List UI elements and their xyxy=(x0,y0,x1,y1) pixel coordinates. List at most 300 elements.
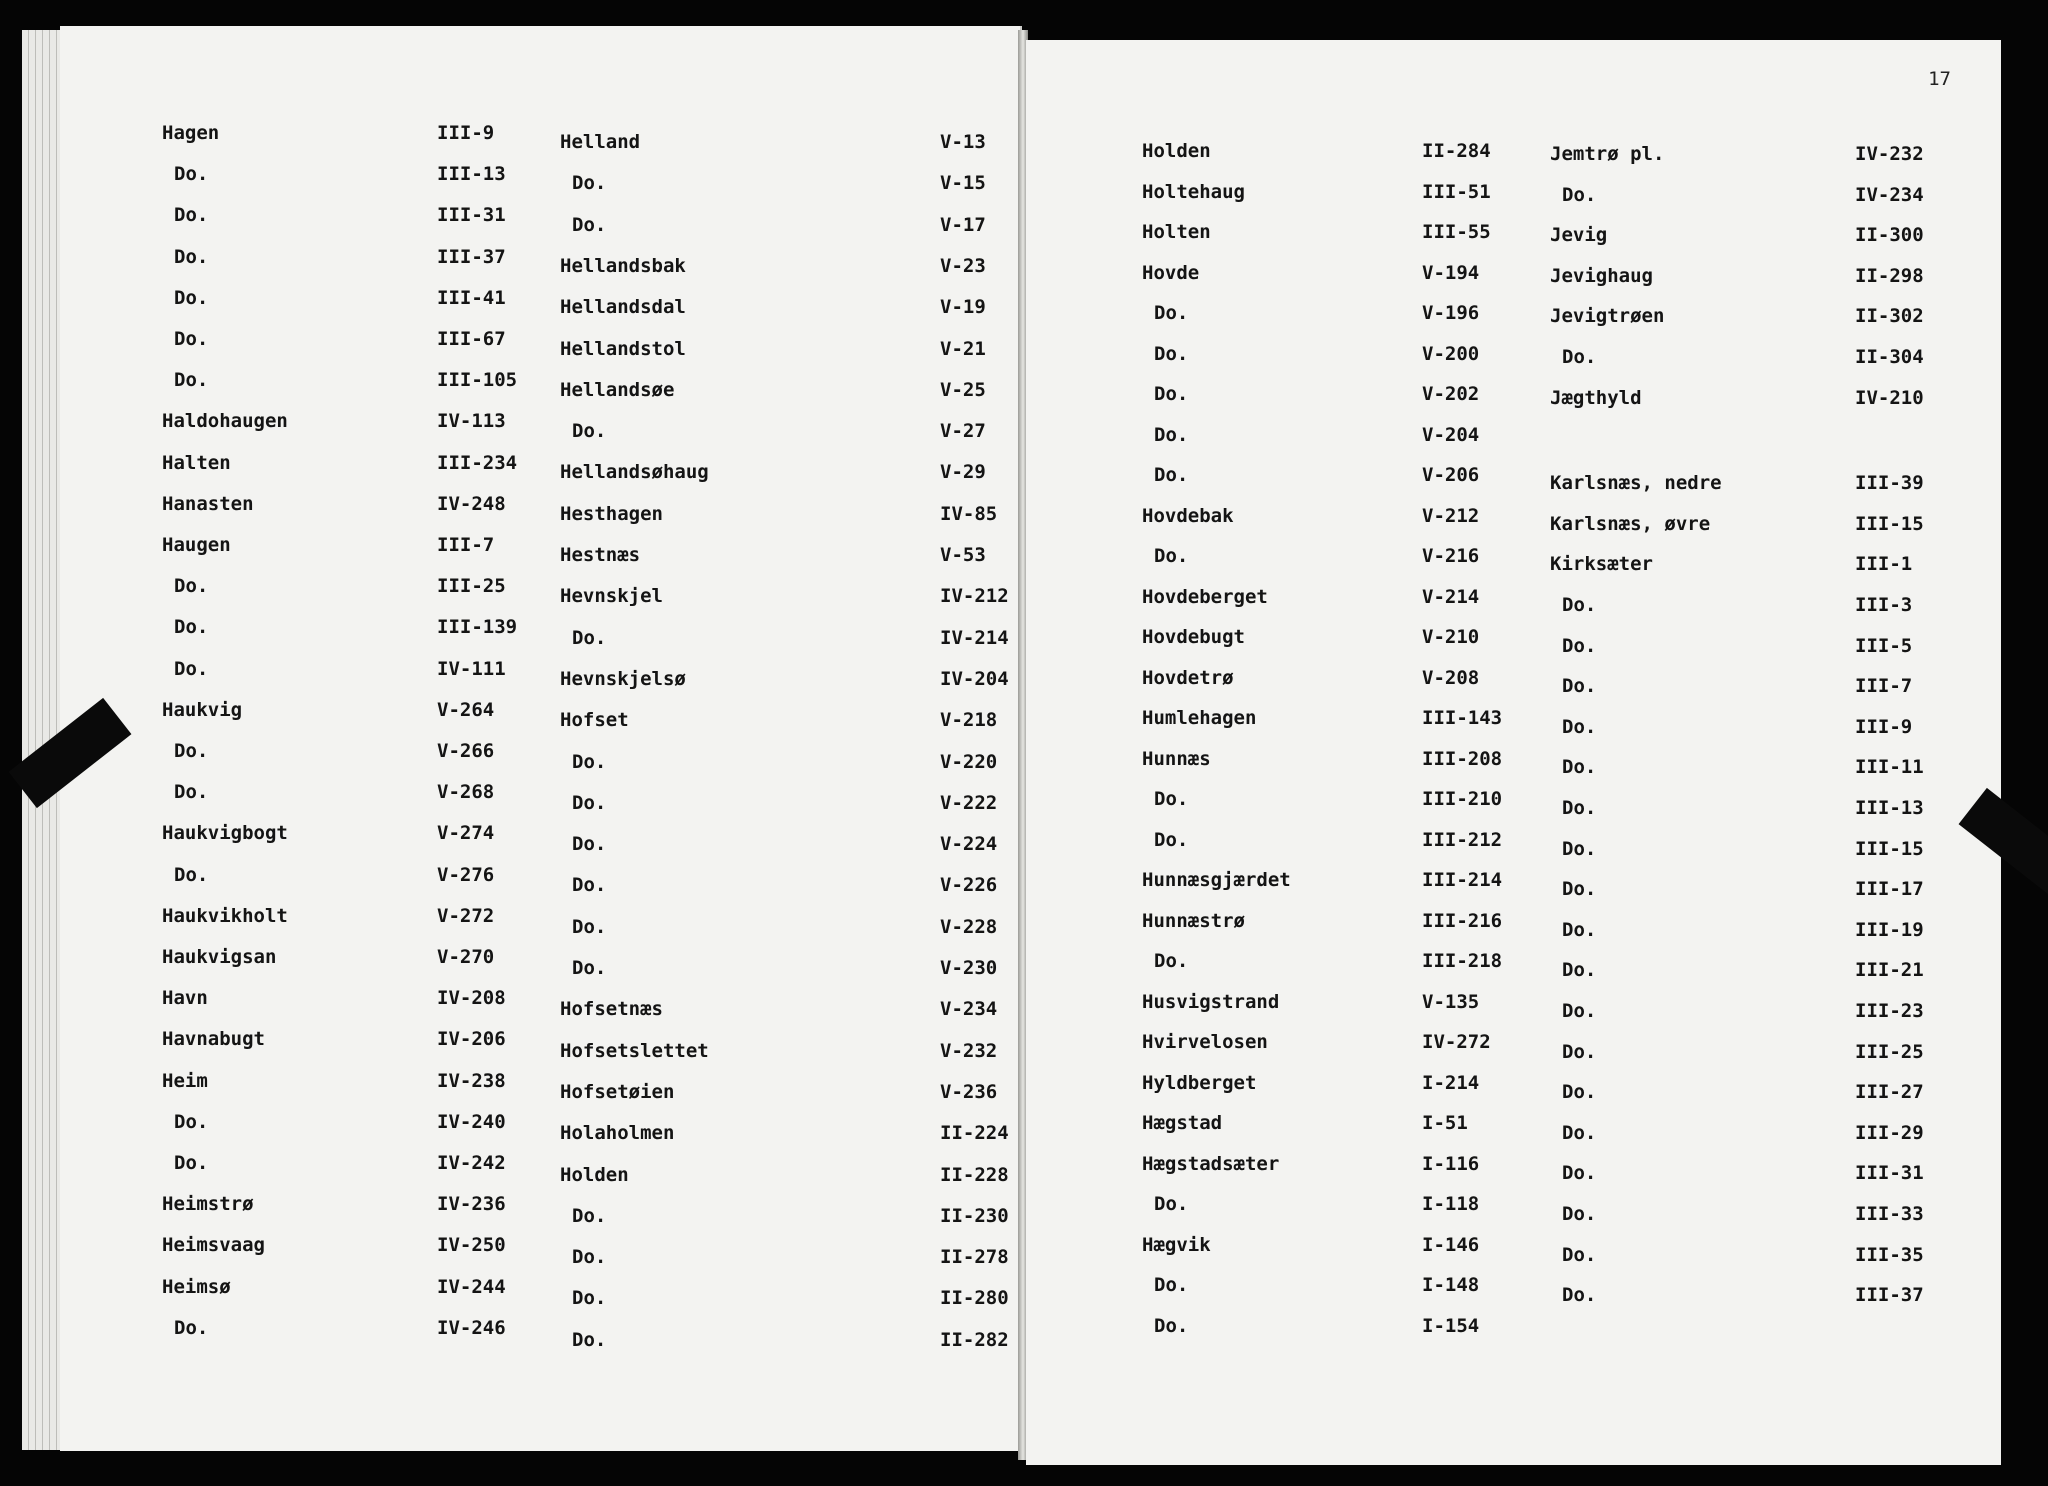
index-entry xyxy=(560,709,1000,739)
place-name: Holden xyxy=(560,1163,629,1186)
index-entry xyxy=(560,585,1009,615)
place-name: Do. xyxy=(174,616,209,639)
place-name: Do. xyxy=(174,575,209,598)
reference-number: III-39 xyxy=(1855,472,1924,495)
reference-number: IV-210 xyxy=(1855,386,1924,409)
reference-number: III-3 xyxy=(1855,594,1913,616)
place-name: Do. xyxy=(174,657,209,680)
index-entry xyxy=(162,946,562,976)
reference-number: V-270 xyxy=(437,946,495,968)
index-entry xyxy=(560,461,1000,491)
place-name: Do. xyxy=(1562,1243,1597,1266)
index-entry xyxy=(1142,262,1542,292)
index-entry xyxy=(560,1122,1009,1152)
place-name: Helland xyxy=(560,131,641,153)
place-name: Do. xyxy=(572,915,607,938)
place-name: Husvigstrand xyxy=(1142,990,1280,1013)
index-entry xyxy=(560,420,1000,450)
index-entry xyxy=(1142,221,1542,251)
reference-number: IV-240 xyxy=(437,1110,506,1133)
place-name: Karlsnæs, nedre xyxy=(1550,472,1722,495)
place-name: Halten xyxy=(162,451,231,474)
place-name: Do. xyxy=(1154,302,1189,324)
place-name: Do. xyxy=(174,1152,209,1174)
index-entry xyxy=(162,575,562,605)
reference-number: V-266 xyxy=(437,740,495,762)
index-entry xyxy=(560,998,1000,1028)
reference-number: II-302 xyxy=(1855,305,1924,328)
reference-number: I-118 xyxy=(1422,1193,1480,1215)
reference-number: III-23 xyxy=(1855,1000,1924,1022)
index-entry xyxy=(162,1152,562,1182)
index-entry xyxy=(1550,1000,1960,1030)
reference-number: V-216 xyxy=(1422,545,1480,567)
reference-number: V-228 xyxy=(940,915,998,938)
reference-number: III-105 xyxy=(437,369,518,392)
reference-number: IV-236 xyxy=(437,1193,506,1216)
reference-number: V-274 xyxy=(437,822,495,845)
index-entry xyxy=(1142,869,1542,899)
page-number: 17 xyxy=(1928,68,1951,90)
index-entry xyxy=(560,1081,1000,1111)
index-entry xyxy=(162,1111,562,1141)
place-name: Hunnæstrø xyxy=(1142,909,1245,932)
reference-number: III-55 xyxy=(1422,221,1491,243)
index-entry xyxy=(560,544,1000,574)
place-name: Do. xyxy=(1562,1203,1597,1225)
reference-number: I-116 xyxy=(1422,1152,1480,1175)
index-entry xyxy=(1550,675,1960,705)
index-entry xyxy=(162,781,562,811)
index-entry xyxy=(162,1234,562,1264)
place-name: Do. xyxy=(1562,837,1597,860)
place-name: Hestnæs xyxy=(560,544,641,566)
reference-number: V-19 xyxy=(940,296,986,319)
index-entry xyxy=(1550,305,1960,335)
index-entry xyxy=(162,493,562,523)
index-entry xyxy=(560,255,1000,285)
place-name: Do. xyxy=(1154,1193,1189,1215)
index-entry xyxy=(162,246,562,276)
reference-number: IV-212 xyxy=(940,585,1009,608)
index-entry xyxy=(1142,910,1542,940)
place-name: Hyldberget xyxy=(1142,1071,1257,1094)
index-entry xyxy=(1142,505,1542,535)
index-entry xyxy=(162,452,562,482)
place-name: Hellandsbak xyxy=(560,254,686,277)
reference-number: III-139 xyxy=(437,616,518,639)
index-entry xyxy=(1550,472,1960,502)
place-name: Jevigtrøen xyxy=(1550,305,1665,328)
index-entry xyxy=(560,874,1000,904)
index-entry xyxy=(560,1287,1009,1317)
reference-number: IV-248 xyxy=(437,492,506,515)
reference-number: III-51 xyxy=(1422,180,1491,203)
place-name: Jemtrø pl. xyxy=(1550,143,1665,165)
place-name: Hellandstol xyxy=(560,337,686,360)
reference-number: V-272 xyxy=(437,904,495,927)
index-entry xyxy=(1142,464,1542,494)
reference-number: V-222 xyxy=(940,791,998,814)
reference-number: V-194 xyxy=(1422,261,1480,284)
index-entry xyxy=(1142,1315,1542,1345)
place-name: Hunnæs xyxy=(1142,747,1211,770)
place-name: Do. xyxy=(174,286,209,309)
index-entry xyxy=(560,296,1000,326)
reference-number: III-19 xyxy=(1855,918,1924,941)
place-name: Heimstrø xyxy=(162,1193,254,1216)
index-entry xyxy=(1142,140,1542,170)
place-name: Do. xyxy=(1562,594,1597,616)
reference-number: IV-246 xyxy=(437,1316,506,1339)
reference-number: III-7 xyxy=(1855,675,1913,698)
index-entry xyxy=(560,626,1009,657)
reference-number: IV-244 xyxy=(437,1275,506,1298)
index-entry xyxy=(560,503,1000,533)
reference-number: III-208 xyxy=(1422,747,1503,770)
place-name: Do. xyxy=(174,740,209,762)
index-entry xyxy=(1550,513,1960,543)
index-entry xyxy=(1142,1112,1542,1142)
place-name: Hvirvelosen xyxy=(1142,1031,1268,1053)
reference-number: V-15 xyxy=(940,172,986,195)
reference-number: IV-85 xyxy=(940,502,998,525)
index-entry xyxy=(1550,635,1960,665)
reference-number: IV-232 xyxy=(1855,143,1924,165)
reference-number: V-23 xyxy=(940,254,986,277)
reference-number: III-11 xyxy=(1855,756,1924,779)
reference-number: V-268 xyxy=(437,781,495,804)
place-name: Do. xyxy=(174,204,209,227)
index-entry xyxy=(1550,878,1960,908)
place-name: Do. xyxy=(1562,715,1597,738)
reference-number: II-304 xyxy=(1855,346,1924,368)
place-name: Do. xyxy=(1562,1000,1597,1022)
reference-number: III-15 xyxy=(1855,837,1924,860)
index-entry xyxy=(162,1070,562,1100)
reference-number: III-214 xyxy=(1422,869,1503,891)
reference-number: III-33 xyxy=(1855,1203,1924,1225)
reference-number: III-13 xyxy=(437,163,506,186)
index-entry xyxy=(162,905,562,935)
index-entry xyxy=(1142,748,1542,778)
reference-number: III-234 xyxy=(437,451,518,474)
reference-number: II-284 xyxy=(1422,140,1491,162)
index-entry xyxy=(1550,1203,1960,1233)
index-entry xyxy=(560,172,1000,202)
place-name: Jægthyld xyxy=(1550,386,1642,409)
place-name: Jevighaug xyxy=(1550,264,1653,287)
place-name: Heim xyxy=(162,1069,208,1092)
reference-number: V-230 xyxy=(940,957,998,979)
reference-number: V-53 xyxy=(940,544,986,566)
place-name: Do. xyxy=(1562,918,1597,941)
index-entry xyxy=(1550,1122,1960,1152)
place-name: Do. xyxy=(1154,545,1189,567)
index-entry xyxy=(1550,1244,1960,1274)
index-entry xyxy=(1550,265,1960,295)
place-name: Hesthagen xyxy=(560,502,663,525)
place-name: Hagen xyxy=(162,122,220,144)
place-name: Do. xyxy=(1154,464,1189,486)
place-name: Hovde xyxy=(1142,261,1200,284)
index-entry xyxy=(1142,1072,1542,1102)
index-entry xyxy=(1142,950,1542,980)
reference-number: III-41 xyxy=(437,286,506,309)
index-entry xyxy=(162,822,562,852)
reference-number: II-280 xyxy=(940,1287,1009,1310)
index-entry xyxy=(162,864,562,894)
place-name: Hægstadsæter xyxy=(1142,1152,1280,1175)
reference-number: V-29 xyxy=(940,461,986,484)
index-entry xyxy=(162,699,562,729)
reference-number: V-13 xyxy=(940,131,986,153)
index-entry xyxy=(1142,1193,1542,1223)
index-entry xyxy=(1142,302,1542,332)
reference-number: III-17 xyxy=(1855,878,1924,901)
index-entry xyxy=(1142,586,1542,616)
place-name: Holtehaug xyxy=(1142,180,1245,203)
index-entry xyxy=(1550,1162,1960,1192)
reference-number: II-278 xyxy=(940,1246,1009,1269)
reference-number: IV-242 xyxy=(437,1152,506,1174)
reference-number: III-35 xyxy=(1855,1243,1924,1266)
index-entry xyxy=(162,122,562,152)
index-entry xyxy=(1550,1081,1960,1111)
reference-number: V-200 xyxy=(1422,342,1480,365)
index-entry xyxy=(1142,383,1542,413)
index-entry xyxy=(560,379,1000,409)
place-name: Do. xyxy=(572,420,607,443)
place-name: Do. xyxy=(1562,1081,1597,1104)
reference-number: V-21 xyxy=(940,337,986,360)
reference-number: V-135 xyxy=(1422,990,1480,1013)
index-entry xyxy=(162,1317,562,1347)
place-name: Do. xyxy=(1562,756,1597,779)
place-name: Do. xyxy=(1154,1314,1189,1337)
index-entry xyxy=(1142,667,1542,697)
left-page xyxy=(60,26,1022,1451)
reference-number: IV-234 xyxy=(1855,183,1924,206)
place-name: Hovdebak xyxy=(1142,504,1234,527)
reference-number: V-204 xyxy=(1422,423,1480,446)
reference-number: IV-238 xyxy=(437,1069,506,1092)
reference-number: III-7 xyxy=(437,534,495,556)
place-name: Holaholmen xyxy=(560,1122,675,1145)
index-entry xyxy=(1550,224,1960,254)
index-entry xyxy=(1550,553,1960,583)
reference-number: V-27 xyxy=(940,420,986,443)
place-name: Do. xyxy=(572,791,607,814)
index-entry xyxy=(560,214,1000,244)
place-name: Do. xyxy=(1562,1284,1597,1307)
reference-number: III-25 xyxy=(437,575,506,598)
place-name: Do. xyxy=(1154,828,1189,851)
place-name: Do. xyxy=(174,781,209,804)
reference-number: V-218 xyxy=(940,709,998,732)
index-entry xyxy=(1142,626,1542,656)
place-name: Hovdetrø xyxy=(1142,666,1234,689)
place-name: Do. xyxy=(1562,183,1597,206)
index-entry xyxy=(1142,1234,1542,1264)
reference-number: V-208 xyxy=(1422,666,1480,689)
place-name: Do. xyxy=(572,1204,607,1227)
index-entry xyxy=(162,987,562,1017)
index-entry xyxy=(560,751,1000,781)
index-entry xyxy=(560,1246,1009,1276)
reference-number: III-9 xyxy=(1855,715,1913,738)
place-name: Heimsvaag xyxy=(162,1234,265,1257)
place-name: Kirksæter xyxy=(1550,553,1653,576)
reference-number: III-5 xyxy=(1855,634,1913,657)
index-entry xyxy=(1550,1284,1960,1314)
place-name: Do. xyxy=(174,369,209,392)
place-name: Hofsetslettet xyxy=(560,1039,709,1062)
place-name: Do. xyxy=(572,626,607,649)
index-entry xyxy=(1550,797,1960,827)
place-name: Heimsø xyxy=(162,1275,231,1298)
index-entry xyxy=(1550,143,1960,173)
place-name: Jevig xyxy=(1550,224,1608,247)
reference-number: III-15 xyxy=(1855,512,1924,535)
reference-number: III-67 xyxy=(437,328,506,350)
index-entry xyxy=(1142,707,1542,737)
reference-number: II-224 xyxy=(940,1122,1009,1145)
place-name: Do. xyxy=(1154,423,1189,446)
place-name: Do. xyxy=(1562,346,1597,368)
index-entry xyxy=(560,916,1000,946)
place-name: Do. xyxy=(572,874,607,897)
reference-number: II-230 xyxy=(940,1204,1009,1227)
reference-number: III-27 xyxy=(1855,1081,1924,1104)
reference-number: I-148 xyxy=(1422,1274,1480,1296)
reference-number: III-31 xyxy=(1855,1162,1924,1185)
index-entry xyxy=(560,792,1000,822)
place-name: Hevnskjel xyxy=(560,585,663,608)
index-entry xyxy=(1142,1153,1542,1183)
reference-number: V-214 xyxy=(1422,585,1480,608)
index-entry xyxy=(1142,829,1542,859)
reference-number: V-210 xyxy=(1422,626,1480,648)
index-entry xyxy=(1142,343,1542,373)
reference-number: III-1 xyxy=(1855,553,1913,576)
place-name: Hovdeberget xyxy=(1142,585,1268,608)
reference-number: III-37 xyxy=(437,245,506,268)
index-entry xyxy=(560,1040,1000,1070)
index-entry xyxy=(162,163,562,193)
reference-number: V-226 xyxy=(940,874,998,897)
index-entry xyxy=(560,1328,1009,1359)
reference-number: IV-250 xyxy=(437,1234,506,1257)
reference-number: V-17 xyxy=(940,213,986,236)
place-name: Haugen xyxy=(162,534,231,556)
place-name: Do. xyxy=(572,1328,607,1351)
index-entry xyxy=(1550,756,1960,786)
reference-number: I-51 xyxy=(1422,1112,1468,1134)
place-name: Hovdebugt xyxy=(1142,626,1245,648)
place-name: Do. xyxy=(174,1110,209,1133)
reference-number: III-21 xyxy=(1855,959,1924,982)
reference-number: III-31 xyxy=(437,204,506,227)
place-name: Do. xyxy=(572,172,607,195)
index-entry xyxy=(1550,184,1960,214)
index-entry xyxy=(1550,346,1960,376)
index-entry xyxy=(162,1276,562,1306)
reference-number: IV-204 xyxy=(940,667,1009,690)
place-name: Humlehagen xyxy=(1142,707,1257,729)
reference-number: I-154 xyxy=(1422,1314,1480,1337)
reference-number: II-282 xyxy=(940,1328,1009,1351)
index-entry xyxy=(1142,545,1542,575)
place-name: Hunnæsgjærdet xyxy=(1142,869,1291,891)
index-entry xyxy=(560,957,1000,987)
reference-number: II-298 xyxy=(1855,264,1924,287)
place-name: Do. xyxy=(572,1246,607,1269)
reference-number: V-212 xyxy=(1422,504,1480,527)
index-entry xyxy=(560,667,1009,698)
place-name: Do. xyxy=(572,213,607,236)
place-name: Do. xyxy=(1562,634,1597,657)
index-entry xyxy=(162,287,562,317)
place-name: Haukvig xyxy=(162,698,243,721)
index-entry xyxy=(1142,1031,1542,1061)
reference-number: IV-214 xyxy=(940,626,1009,649)
reference-number: III-13 xyxy=(1855,797,1924,819)
index-entry xyxy=(560,131,1000,161)
index-entry xyxy=(560,833,1000,863)
reference-number: III-25 xyxy=(1855,1040,1924,1063)
place-name: Do. xyxy=(174,863,209,886)
reference-number: III-37 xyxy=(1855,1284,1924,1307)
place-name: Haldohaugen xyxy=(162,410,288,433)
place-name: Do. xyxy=(1562,878,1597,901)
place-name: Hellandsdal xyxy=(560,296,686,319)
reference-number: II-228 xyxy=(940,1163,1009,1186)
index-entry xyxy=(560,1204,1009,1235)
reference-number: IV-208 xyxy=(437,987,506,1010)
index-entry xyxy=(560,338,1000,368)
index-entry xyxy=(162,534,562,564)
reference-number: III-216 xyxy=(1422,909,1503,932)
place-name: Do. xyxy=(174,328,209,350)
index-entry xyxy=(1142,788,1542,818)
place-name: Hofset xyxy=(560,709,629,732)
place-name: Do. xyxy=(1154,788,1189,810)
place-name: Haukvigsan xyxy=(162,946,277,968)
place-name: Do. xyxy=(1154,950,1189,972)
place-name: Holden xyxy=(1142,140,1211,162)
right-page xyxy=(1026,40,2001,1465)
index-entry xyxy=(162,1193,562,1223)
reference-number: I-146 xyxy=(1422,1233,1480,1256)
index-entry xyxy=(1550,387,1960,417)
place-name: Do. xyxy=(1154,1274,1189,1296)
index-entry xyxy=(162,1028,562,1058)
reference-number: V-206 xyxy=(1422,464,1480,486)
index-entry xyxy=(162,204,562,234)
place-name: Do. xyxy=(1562,1040,1597,1063)
reference-number: III-210 xyxy=(1422,788,1503,810)
place-name: Do. xyxy=(1562,675,1597,698)
reference-number: III-9 xyxy=(437,122,495,144)
place-name: Do. xyxy=(174,163,209,186)
reference-number: IV-272 xyxy=(1422,1031,1491,1053)
place-name: Hellandsøe xyxy=(560,378,675,401)
place-name: Do. xyxy=(1562,1121,1597,1144)
index-entry xyxy=(1550,919,1960,949)
index-entry xyxy=(162,328,562,358)
index-entry xyxy=(1550,594,1960,624)
